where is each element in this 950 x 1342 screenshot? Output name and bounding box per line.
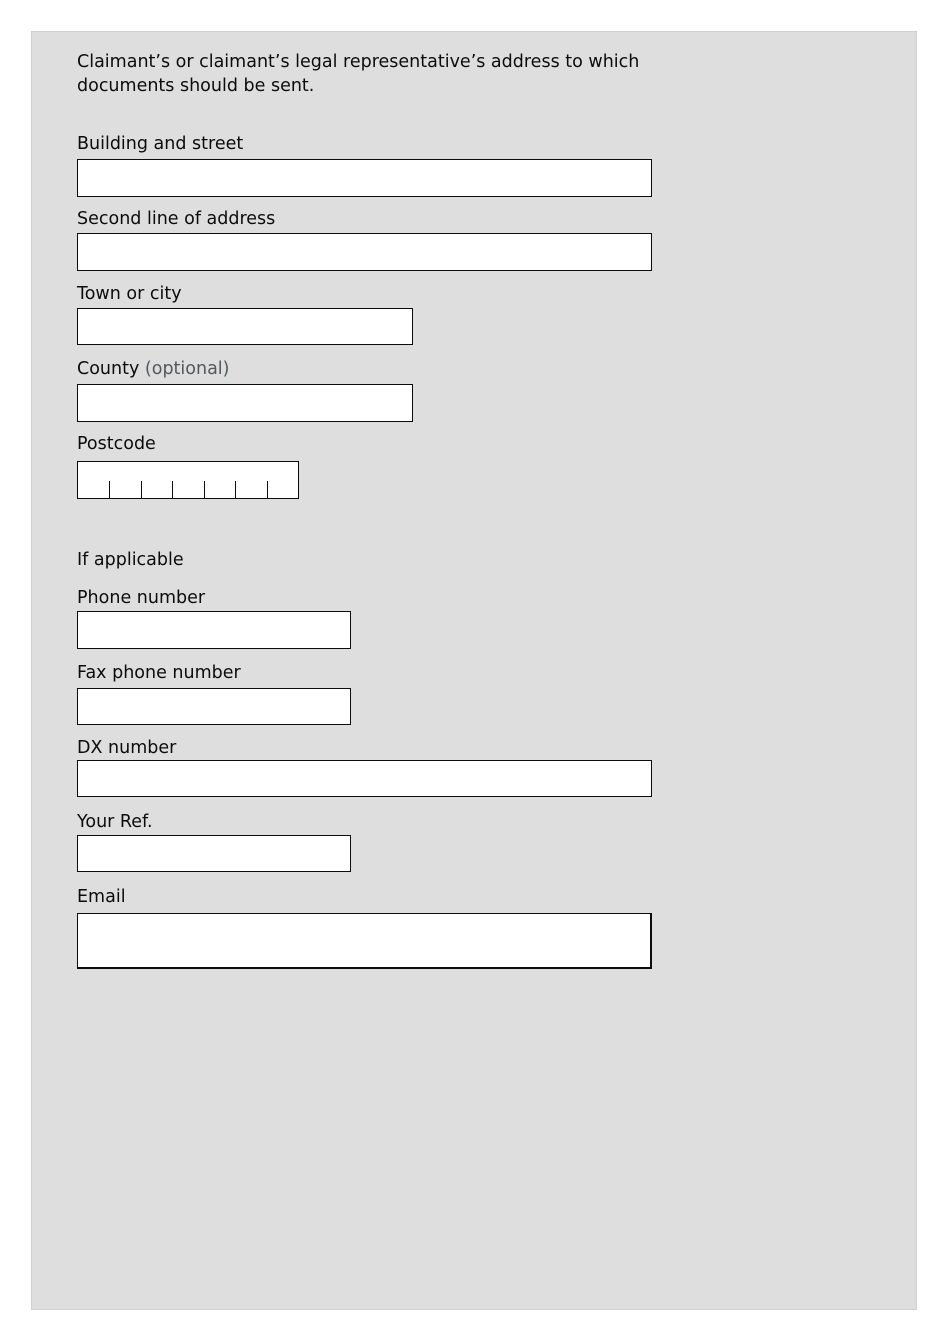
- county-optional-hint: (optional): [144, 359, 230, 379]
- postcode-divider: [109, 481, 110, 498]
- building-street-field[interactable]: [77, 159, 652, 197]
- postcode-field[interactable]: [77, 461, 299, 499]
- phone-label: Phone number: [77, 588, 206, 608]
- county-label-text: County: [77, 359, 140, 379]
- county-field[interactable]: [77, 384, 413, 422]
- intro-text: Claimant’s or claimant’s legal representative’s address to which documents should be sent.: [77, 52, 640, 96]
- town-field[interactable]: [77, 308, 413, 345]
- postcode-divider: [235, 481, 236, 498]
- county-label: [77, 358, 229, 380]
- if-applicable-label: If applicable: [77, 550, 184, 570]
- dx-field[interactable]: [77, 760, 652, 797]
- postcode-divider: [204, 481, 205, 498]
- postcode-divider: [172, 481, 173, 498]
- postcode-divider: [141, 481, 142, 498]
- postcode-label: Postcode: [77, 434, 156, 454]
- postcode-divider: [267, 481, 268, 498]
- fax-field[interactable]: [77, 688, 351, 725]
- town-label: Town or city: [77, 284, 182, 304]
- your-ref-field[interactable]: [77, 835, 351, 872]
- second-line-field[interactable]: [77, 233, 652, 271]
- email-field[interactable]: [77, 913, 652, 969]
- phone-field[interactable]: [77, 611, 351, 649]
- fax-label: Fax phone number: [77, 663, 241, 683]
- your-ref-label: Your Ref.: [77, 812, 153, 832]
- dx-label: DX number: [77, 738, 177, 758]
- email-label: Email: [77, 887, 126, 907]
- building-street-label: Building and street: [77, 134, 244, 154]
- second-line-label: Second line of address: [77, 209, 276, 229]
